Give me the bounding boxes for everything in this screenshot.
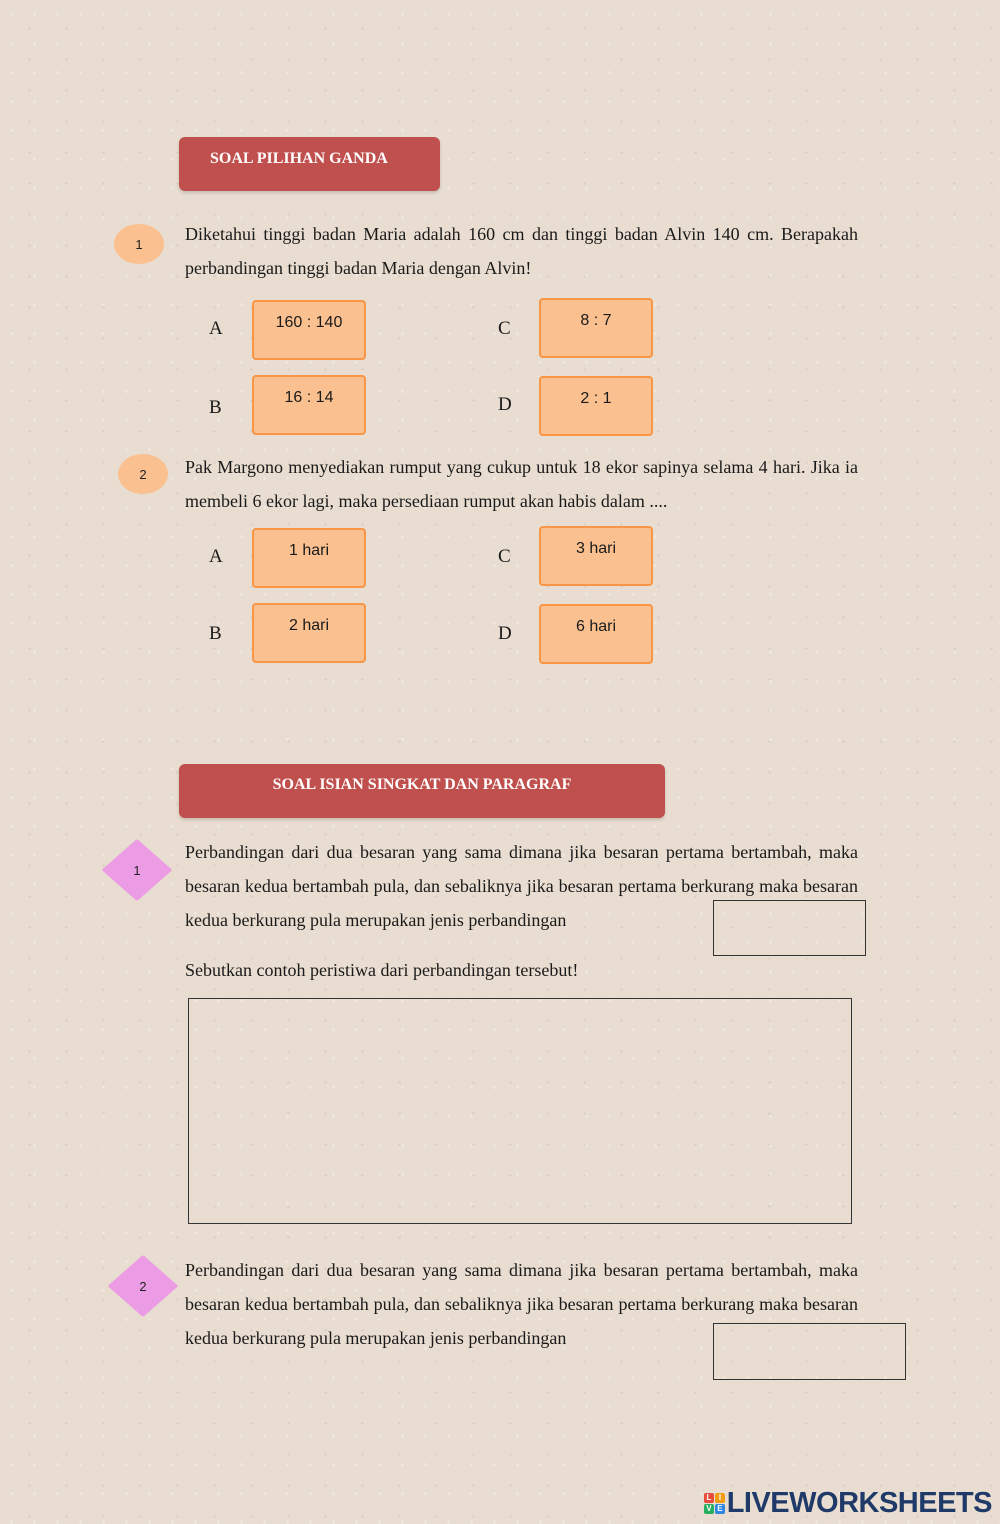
- question-number-badge: 2: [118, 1261, 168, 1311]
- section-banner-multiple-choice: [179, 137, 440, 191]
- option-d-button[interactable]: 6 hari: [539, 604, 653, 664]
- question-text: Perbandingan dari dua besaran yang sama dimana jika besaran pertama bertambah, maka besaran kedua bertambah pula, dan sebaliknya jika besaran pertama berkurang maka besaran kedua berkurang pula merupakan jenis perbandingan: [185, 1260, 858, 1348]
- option-letter: B: [209, 623, 222, 644]
- answer-input[interactable]: [713, 1323, 906, 1380]
- question-text: Diketahui tinggi badan Maria adalah 160 cm dan tinggi badan Alvin 140 cm. Berapakah perbandingan tinggi badan Maria dengan Alvin!: [185, 224, 858, 278]
- answer-textarea[interactable]: [188, 998, 852, 1224]
- option-c-button[interactable]: 3 hari: [539, 526, 653, 586]
- option-letter: C: [498, 318, 511, 339]
- answer-input[interactable]: [713, 900, 866, 956]
- question-text: Pak Margono menyediakan rumput yang cukup untuk 18 ekor sapinya selama 4 hari. Jika ia membeli 6 ekor lagi, maka persediaan rumput akan habis dalam ....: [185, 457, 858, 511]
- option-b-button[interactable]: 16 : 14: [252, 375, 366, 435]
- option-letter: D: [498, 394, 512, 415]
- option-a-button[interactable]: 160 : 140: [252, 300, 366, 360]
- section-banner-short-answer: [179, 764, 665, 818]
- question-number-badge: 2: [118, 454, 168, 494]
- option-letter: D: [498, 623, 512, 644]
- option-letter: A: [209, 546, 223, 567]
- followup-text: Sebutkan contoh peristiwa dari perbandingan tersebut!: [185, 960, 579, 980]
- option-b-button[interactable]: 2 hari: [252, 603, 366, 663]
- option-a-button[interactable]: 1 hari: [252, 528, 366, 588]
- question-text: Perbandingan dari dua besaran yang sama dimana jika besaran pertama bertambah, maka besaran kedua bertambah pula, dan sebaliknya jika besaran pertama berkurang maka besaran kedua berkurang pula merupakan jenis perbandingan: [185, 842, 858, 930]
- section-title: SOAL PILIHAN GANDA: [210, 150, 388, 167]
- brand-logo-icon: L I V E: [704, 1493, 725, 1514]
- option-letter: C: [498, 546, 511, 567]
- section-title: SOAL ISIAN SINGKAT DAN PARAGRAF: [272, 776, 572, 793]
- question-number-badge: 1: [112, 845, 162, 895]
- option-c-button[interactable]: 8 : 7: [539, 298, 653, 358]
- question-number-badge: 1: [114, 224, 164, 264]
- option-letter: B: [209, 397, 222, 418]
- option-d-button[interactable]: 2 : 1: [539, 376, 653, 436]
- brand-name: LIVEWORKSHEETS: [726, 1487, 992, 1519]
- liveworksheets-logo: [704, 1487, 992, 1520]
- option-letter: A: [209, 318, 223, 339]
